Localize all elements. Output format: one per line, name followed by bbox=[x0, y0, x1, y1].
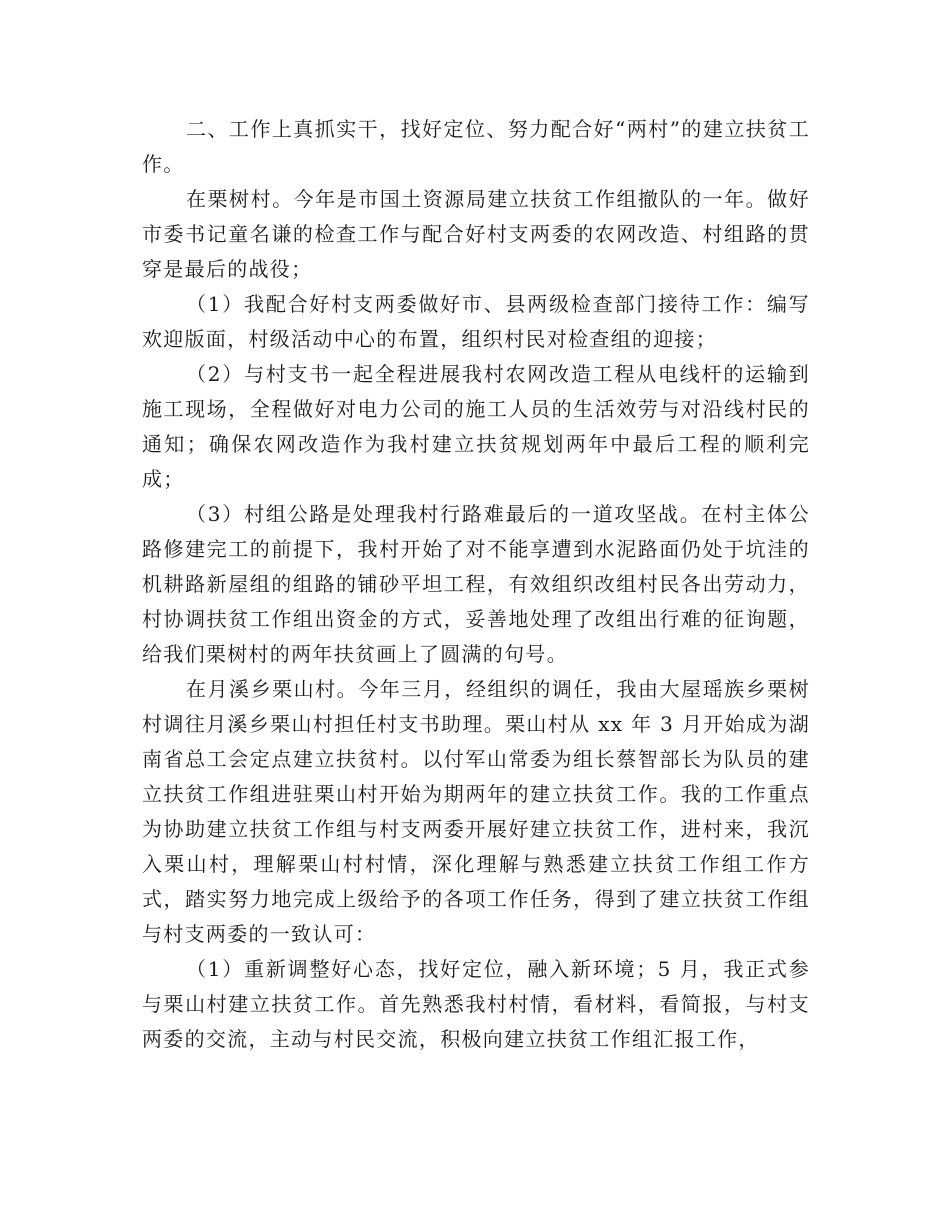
paragraph-item-1-new-environment: （1）重新调整好心态，找好定位，融入新环境；5 月，我正式参与栗山村建立扶贫工作。首先熟悉我村村情，看材料，看简报，与村支两委的交流，主动与村民交流，积极向建立扶贫工作组汇报工作， bbox=[142, 957, 810, 1051]
paragraph-item-2-power-grid: （2）与村支书一起全程进展我村农网改造工程从电线杆的运输到施工现场，全程做好对电力公司的施工人员的生活效劳与对沿线村民的通知；确保农网改造作为我村建立扶贫规划两年中最后工程的顺利完成； bbox=[142, 362, 810, 491]
paragraph-lishan-village: 在月溪乡栗山村。今年三月，经组织的调任，我由大屋瑶族乡栗树村调往月溪乡栗山村担任村支书助理。栗山村从 xx 年 3 月开始成为湖南省总工会定点建立扶贫村。以付军山常委为组长蔡智部长为队员的建立扶贫工作组进驻栗山村开始为期两年的建立扶贫工作。我的工作重点为协助建立扶贫工作组与村支两委开展好建立扶贫工作，进村来，我沉入栗山村，理解栗山村村情，深化理解与熟悉建立扶贫工作组工作方式，踏实努力地完成上级给予的各项工作任务，得到了建立扶贫工作组与村支两委的一致认可： bbox=[142, 677, 810, 946]
paragraph-item-3-village-road: （3）村组公路是处理我村行路难最后的一道攻坚战。在村主体公路修建完工的前提下，我村开始了对不能享遭到水泥路面仍处于坑洼的机耕路新屋组的组路的铺砂平坦工程，有效组织改组村民各出劳动力，村协调扶贫工作组出资金的方式，妥善地处理了改组出行难的征询题，给我们栗树村的两年扶贫画上了圆满的句号。 bbox=[142, 502, 810, 666]
paragraph-section-heading: 二、工作上真抓实干，找好定位、努力配合好“两村”的建立扶贫工作。 bbox=[142, 117, 810, 176]
paragraph-lishu-village: 在栗树村。今年是市国土资源局建立扶贫工作组撤队的一年。做好市委书记童名谦的检查工作与配合好村支两委的农网改造、村组路的贯穿是最后的战役； bbox=[142, 187, 810, 281]
paragraph-item-1-inspection: （1）我配合好村支两委做好市、县两级检查部门接待工作：编写欢迎版面，村级活动中心的布置，组织村民对检查组的迎接； bbox=[142, 292, 810, 351]
document-body bbox=[142, 112, 810, 1057]
